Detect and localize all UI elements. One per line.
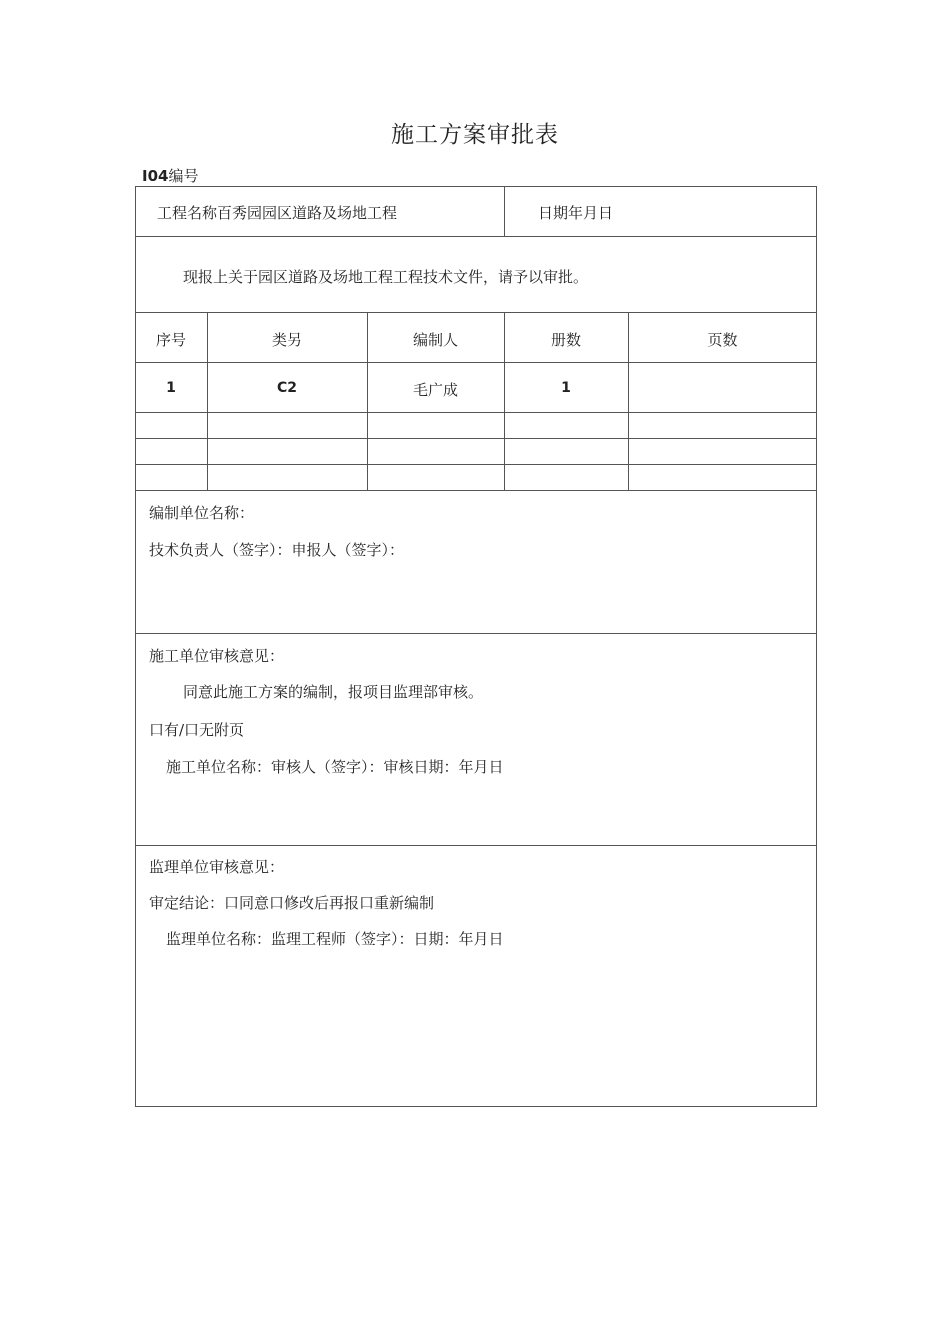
date-cell: 日期年月日 [538, 204, 614, 222]
header-author: 编制人 [412, 331, 458, 349]
form-code-label: 编号 [168, 167, 199, 185]
construction-sign-line: 施工单位名称：审核人（签字）：审核日期：年月日 [166, 758, 504, 776]
header-volumes: 册数 [550, 331, 581, 349]
row-divider [135, 362, 817, 363]
row-divider [135, 490, 817, 491]
supervision-opinion-title: 监理单位审核意见： [149, 858, 285, 876]
row-volumes: 1 [561, 380, 571, 396]
compile-unit-label: 编制单位名称： [149, 504, 255, 522]
header-category: 类另 [271, 331, 302, 349]
project-name-cell: 工程名称百秀园园区道路及场地工程 [157, 204, 398, 222]
row-index: 1 [166, 380, 176, 396]
form-code [142, 165, 198, 186]
row-divider [135, 633, 817, 634]
construction-opinion-text: 同意此施工方案的编制，报项目监理部审核。 [183, 683, 484, 701]
page-title: 施工方案审批表 [391, 122, 559, 148]
construction-opinion-title: 施工单位审核意见： [149, 647, 285, 665]
row-divider [135, 412, 817, 413]
header-index: 序号 [155, 331, 186, 349]
supervision-conclusion-line: 审定结论：口同意口修改后再报口重新编制 [149, 894, 435, 912]
row-divider [135, 845, 817, 846]
row-divider [135, 438, 817, 439]
header-pages: 页数 [707, 331, 738, 349]
attachment-checkbox-line: 口有/口无附页 [149, 721, 245, 739]
row-divider [135, 236, 817, 237]
project-row-divider [504, 186, 505, 236]
compile-sign-line: 技术负责人（签字）：申报人（签字）： [149, 541, 405, 559]
form-code-number: I04 [142, 167, 169, 185]
row-divider [135, 312, 817, 313]
report-text: 现报上关于园区道路及场地工程工程技术文件，请予以审批。 [183, 268, 589, 286]
row-category: C2 [276, 380, 297, 396]
row-divider [135, 464, 817, 465]
supervision-sign-line: 监理单位名称：监理工程师（签字）：日期：年月日 [166, 930, 504, 948]
row-author: 毛广成 [412, 381, 458, 399]
